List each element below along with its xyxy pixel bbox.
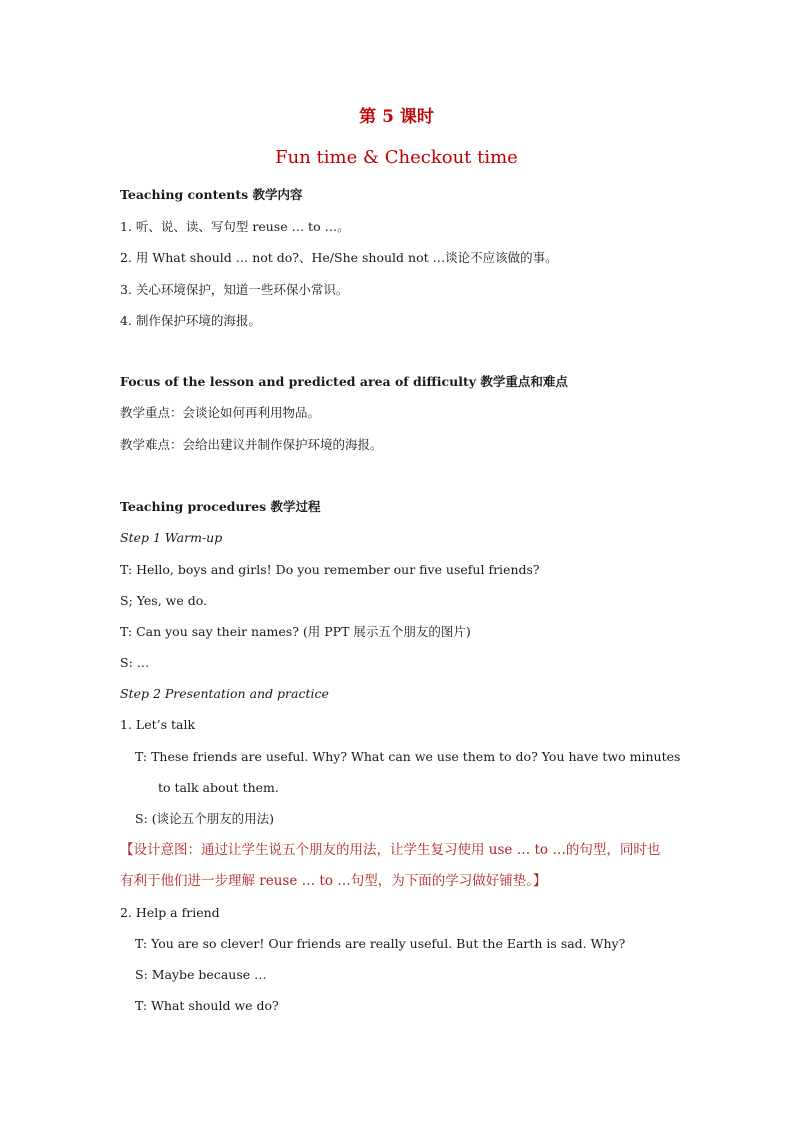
- section-heading-procedures: Teaching procedures 教学过程: [120, 499, 321, 514]
- section-heading-focus: Focus of the lesson and predicted area of difficulty 教学重点和难点: [120, 374, 568, 389]
- content-item: 3. 关心环境保护，知道一些环保小常识。: [120, 282, 349, 297]
- part-1-title: 1. Let’s talk: [120, 717, 196, 732]
- dialogue-line: T: Can you say their names? (用 PPT 展示五个朋友的图片): [120, 624, 471, 639]
- dialogue-line: T: You are so clever! Our friends are really useful. But the Earth is sad. Why?: [135, 936, 626, 951]
- content-item: 2. 用 What should … not do?、He/She should not …谈论不应该做的事。: [120, 250, 558, 265]
- dialogue-line: T: Hello, boys and girls! Do you remember our five useful friends?: [120, 562, 540, 577]
- dialogue-line: S; Yes, we do.: [120, 593, 208, 608]
- lesson-number: 第 5 课时: [359, 107, 434, 127]
- part-2-title: 2. Help a friend: [120, 905, 220, 920]
- dialogue-line: S: …: [120, 655, 150, 670]
- design-note: 【设计意图：通过让学生说五个朋友的用法，让学生复习使用 use … to …的句型，同时也: [120, 842, 661, 858]
- key-point: 教学重点：会谈论如何再利用物品。: [120, 405, 321, 420]
- section-heading-teaching-contents: Teaching contents 教学内容: [120, 187, 303, 202]
- design-note-continued: 有利于他们进一步理解 reuse … to …句型，为下面的学习做好铺垫。】: [120, 873, 547, 889]
- dialogue-line: T: What should we do?: [135, 998, 279, 1013]
- step-1-title: Step 1 Warm-up: [120, 530, 223, 545]
- content-item: 4. 制作保护环境的海报。: [120, 313, 261, 328]
- dialogue-line: T: These friends are useful. Why? What can we use them to do? You have two minutes: [135, 749, 681, 764]
- dialogue-line: S: (谈论五个朋友的用法): [135, 811, 275, 826]
- content-item: 1. 听、说、读、写句型 reuse … to …。: [120, 219, 350, 234]
- dialogue-line-continued: to talk about them.: [158, 780, 279, 795]
- dialogue-line: S: Maybe because …: [135, 967, 267, 982]
- difficulty-point: 教学难点：会给出建议并制作保护环境的海报。: [120, 437, 383, 452]
- page-title: Fun time & Checkout time: [275, 147, 518, 168]
- step-2-title: Step 2 Presentation and practice: [120, 686, 329, 701]
